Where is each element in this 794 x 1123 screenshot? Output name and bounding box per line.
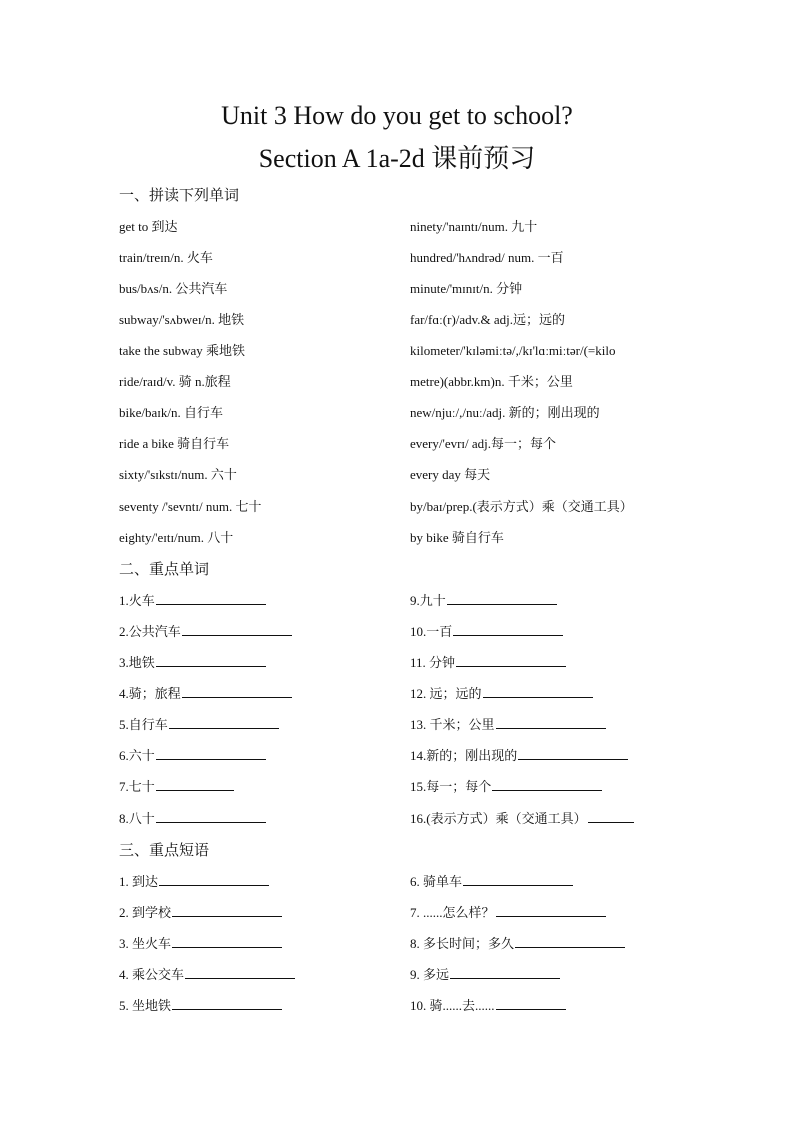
exercise-item [410,621,563,643]
vocab-row [0,340,794,362]
answer-blank[interactable] [450,964,560,979]
exercise-row [0,652,794,674]
answer-blank[interactable] [172,995,282,1010]
exercise-prompt: 11. 分钟 [410,655,456,670]
vocab-item: far/fɑː(r)/adv.& adj.远；远的 [410,312,566,327]
exercise-item [119,745,266,767]
exercise-prompt: 12. 远；远的 [410,686,482,701]
answer-blank[interactable] [182,683,292,698]
section-heading-vocab-reading: 一、拼读下列单词 [119,186,240,204]
vocab-item: get to 到达 [119,219,178,234]
answer-blank[interactable] [463,871,573,886]
answer-blank[interactable] [172,902,282,917]
exercise-item [119,995,282,1017]
vocab-row [0,371,794,393]
answer-blank[interactable] [185,964,295,979]
exercise-row [0,871,794,893]
vocab-row [0,464,794,486]
exercise-prompt: 14.新的；刚出现的 [410,748,518,763]
exercise-row [0,964,794,986]
answer-blank[interactable] [156,776,234,791]
vocab-row [0,496,794,518]
exercise-item [410,590,557,612]
exercise-row [0,776,794,798]
exercise-prompt: 9.九十 [410,593,446,608]
vocab-row [0,527,794,549]
vocab-row [0,278,794,300]
exercise-prompt: 10.一百 [410,624,453,639]
answer-blank[interactable] [172,933,282,948]
exercise-prompt: 6. 骑单车 [410,874,463,889]
exercise-prompt: 1.火车 [119,593,155,608]
exercise-prompt: 7. ......怎么样？ [410,905,495,920]
exercise-item [410,871,573,893]
exercise-prompt: 4.骑；旅程 [119,686,181,701]
exercise-prompt: 15.每一；每个 [410,779,492,794]
answer-blank[interactable] [156,808,266,823]
exercise-prompt: 1. 到达 [119,874,159,889]
answer-blank[interactable] [456,652,566,667]
answer-blank[interactable] [447,590,557,605]
exercise-prompt: 7.七十 [119,779,155,794]
vocab-item: every/'evrɪ/ adj.每一；每个 [410,436,557,451]
vocab-item: hundred/'hʌndrəd/ num. 一百 [410,250,564,265]
vocab-item: ninety/'naɪntɪ/num. 九十 [410,219,538,234]
answer-blank[interactable] [515,933,625,948]
exercise-item [410,933,625,955]
exercise-prompt: 16.(表示方式）乘（交通工具） [410,811,587,826]
exercise-item [119,902,282,924]
exercise-item [119,590,266,612]
vocab-item: bus/bʌs/n. 公共汽车 [119,281,228,296]
vocab-row [0,247,794,269]
section-heading-key-words: 二、重点单词 [119,560,210,578]
exercise-row [0,933,794,955]
exercise-item [410,714,606,736]
vocab-row [0,433,794,455]
answer-blank[interactable] [169,714,279,729]
exercise-row [0,683,794,705]
exercise-prompt: 2.公共汽车 [119,624,181,639]
answer-blank[interactable] [483,683,593,698]
answer-blank[interactable] [156,652,266,667]
vocab-item: ride a bike 骑自行车 [119,436,230,451]
exercise-prompt: 6.六十 [119,748,155,763]
exercise-item [119,776,234,798]
vocab-item: by/baɪ/prep.(表示方式）乘（交通工具） [410,499,633,514]
exercise-prompt: 10. 骑......去...... [410,998,495,1013]
exercise-item [410,995,566,1017]
answer-blank[interactable] [453,621,563,636]
vocab-item: seventy /'sevntɪ/ num. 七十 [119,499,262,514]
exercise-row [0,745,794,767]
answer-blank[interactable] [182,621,292,636]
vocab-item: sixty/'sɪkstɪ/num. 六十 [119,467,237,482]
vocab-item: train/treɪn/n. 火车 [119,250,213,265]
exercise-row [0,995,794,1017]
answer-blank[interactable] [518,745,628,760]
exercise-row [0,621,794,643]
exercise-row [0,808,794,830]
vocab-item: ride/raɪd/v. 骑 n.旅程 [119,374,231,389]
vocab-item: every day 每天 [410,467,491,482]
vocab-row [0,309,794,331]
exercise-prompt: 2. 到学校 [119,905,172,920]
section-heading-key-phrases: 三、重点短语 [119,841,210,859]
vocab-item: by bike 骑自行车 [410,530,504,545]
vocab-item: kilometer/'kɪləmiːtə/,/kɪ'lɑːmiːtər/(=kilo [410,343,616,358]
exercise-item [119,714,279,736]
answer-blank[interactable] [156,745,266,760]
exercise-item [410,652,566,674]
exercise-prompt: 8.八十 [119,811,155,826]
exercise-item [410,964,560,986]
exercise-prompt: 4. 乘公交车 [119,967,185,982]
answer-blank[interactable] [496,714,606,729]
answer-blank[interactable] [588,808,634,823]
vocab-item: bike/baɪk/n. 自行车 [119,405,223,420]
exercise-row [0,714,794,736]
exercise-row [0,902,794,924]
exercise-prompt: 13. 千米；公里 [410,717,495,732]
exercise-prompt: 3. 坐火车 [119,936,172,951]
exercise-prompt: 3.地铁 [119,655,155,670]
exercise-item [410,902,606,924]
vocab-item: subway/'sʌbweɪ/n. 地铁 [119,312,245,327]
exercise-item [119,683,292,705]
exercise-prompt: 8. 多长时间；多久 [410,936,515,951]
page-title: Unit 3 How do you get to school? [221,101,573,130]
exercise-item [119,652,266,674]
answer-blank[interactable] [159,871,269,886]
page-subtitle: Section A 1a-2d 课前预习 [258,144,536,173]
vocab-item: new/njuː/,/nuː/adj. 新的；刚出现的 [410,405,600,420]
exercise-item [119,871,269,893]
vocab-item: metre)(abbr.km)n. 千米；公里 [410,374,573,389]
exercise-item [119,621,292,643]
exercise-prompt: 9. 多远 [410,967,450,982]
exercise-item [119,964,295,986]
answer-blank[interactable] [496,995,566,1010]
exercise-item [119,808,266,830]
vocab-row [0,216,794,238]
answer-blank[interactable] [496,902,606,917]
vocab-item: take the subway 乘地铁 [119,343,246,358]
exercise-prompt: 5.自行车 [119,717,168,732]
exercise-row [0,590,794,612]
exercise-item [410,776,602,798]
exercise-item [119,933,282,955]
answer-blank[interactable] [492,776,602,791]
vocab-item: eighty/'eɪtɪ/num. 八十 [119,530,234,545]
exercise-prompt: 5. 坐地铁 [119,998,172,1013]
exercise-item [410,808,634,830]
vocab-item: minute/'mɪnɪt/n. 分钟 [410,281,523,296]
answer-blank[interactable] [156,590,266,605]
vocab-row [0,402,794,424]
exercise-item [410,683,593,705]
exercise-item [410,745,628,767]
